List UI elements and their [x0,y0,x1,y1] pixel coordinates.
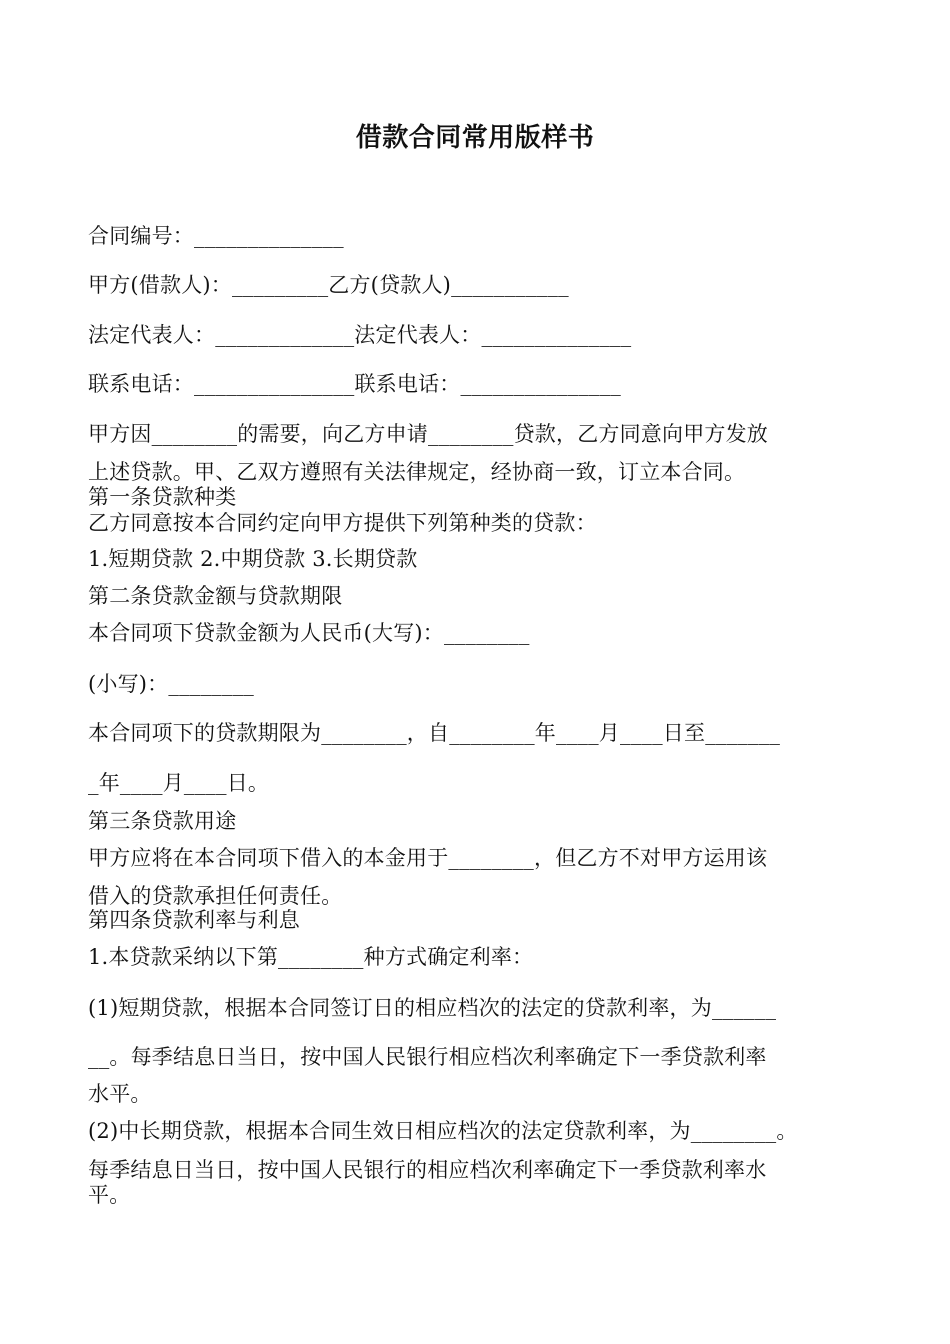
amount-uppercase-line: 本合同项下贷款金额为人民币(大写)：________ [88,621,530,645]
long-term-rate-line-1: (2)中长期贷款，根据本合同生效日相应档次的法定贷款利率，为________。 [88,1119,798,1143]
article-1-heading: 第一条贷款种类 [88,485,237,509]
purpose-line-2: 借入的贷款承担任何责任。 [88,884,343,908]
loan-types-line: 1.短期贷款 2.中期贷款 3.长期贷款 [88,547,418,571]
purpose-line-1: 甲方应将在本合同项下借入的本金用于________，但乙方不对甲方运用该 [88,846,768,870]
loan-term-line-2: _年____月____日。 [88,771,270,795]
short-term-rate-line-2: __。每季结息日当日，按中国人民银行相应档次利率确定下一季贷款利率 [88,1045,767,1069]
long-term-rate-line-2: 每季结息日当日，按中国人民银行的相应档次利率确定下一季贷款利率水 [88,1158,767,1182]
preamble-line-1: 甲方因________的需要，向乙方申请________贷款，乙方同意向甲方发放 [88,422,768,446]
interest-method-line: 1.本贷款采纳以下第________种方式确定利率： [88,945,534,969]
long-term-rate-line-3: 平。 [88,1183,131,1207]
article-4-heading: 第四条贷款利率与利息 [88,908,300,932]
article-3-heading: 第三条贷款用途 [88,809,237,833]
contract-number-line: 合同编号：______________ [88,224,344,248]
amount-lowercase-line: (小写)：________ [88,672,254,696]
loan-term-line-1: 本合同项下的贷款期限为________，自________年____月____日至_______ [88,721,781,745]
preamble-line-2: 上述贷款。甲、乙双方遵照有关法律规定，经协商一致，订立本合同。 [88,460,746,484]
contact-phone-line: 联系电话：_______________联系电话：_______________ [88,372,621,396]
short-term-rate-line-1: (1)短期贷款，根据本合同签订日的相应档次的法定的贷款利率，为______ [88,996,777,1020]
document-title: 借款合同常用版样书 [355,123,595,153]
legal-representative-line: 法定代表人：_____________法定代表人：______________ [88,323,632,347]
article-2-heading: 第二条贷款金额与贷款期限 [88,584,343,608]
article-1-text: 乙方同意按本合同约定向甲方提供下列第种类的贷款： [88,511,597,535]
parties-line: 甲方(借款人)：_________乙方(贷款人)___________ [88,273,569,297]
short-term-rate-line-3: 水平。 [88,1082,152,1106]
